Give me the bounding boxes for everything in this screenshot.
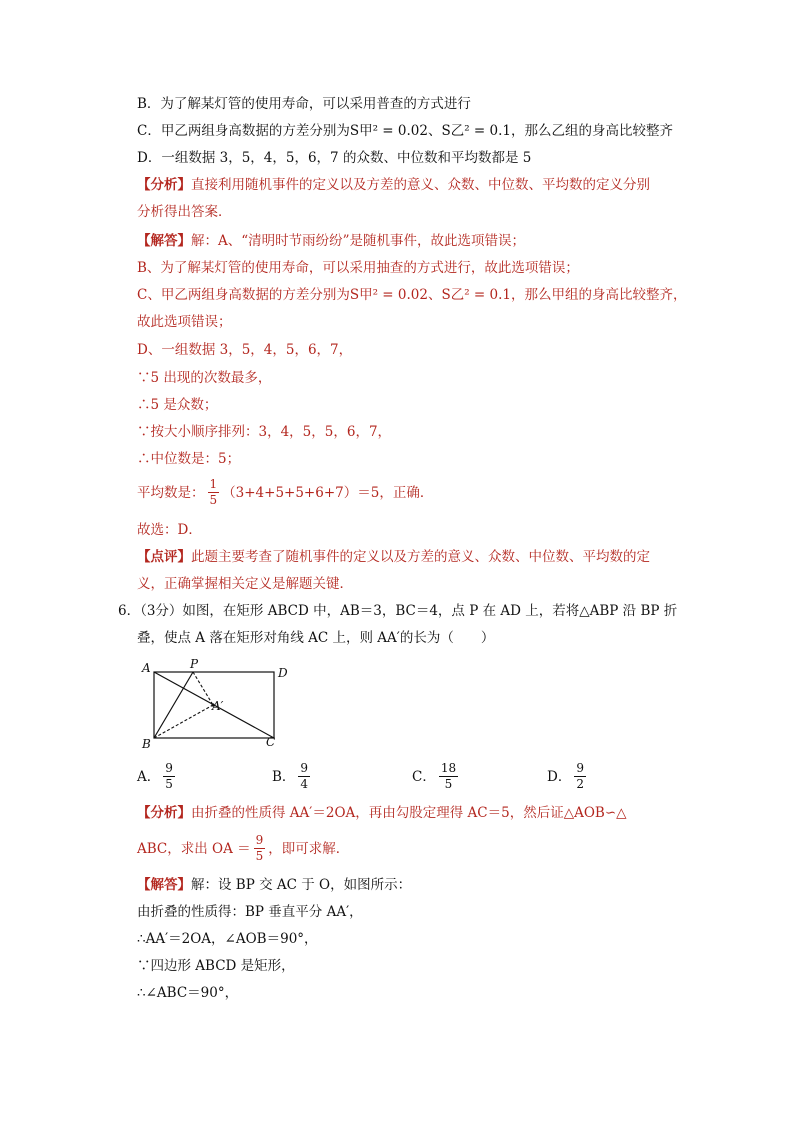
q6-line2: 由折叠的性质得：BP 垂直平分 AA′， — [137, 904, 363, 920]
q6-option-a[interactable] — [137, 762, 178, 791]
label-a-prime: A′ — [212, 699, 224, 713]
option-fraction — [439, 762, 458, 791]
q5-comment-line1 — [137, 547, 650, 567]
fraction-numerator: 9 — [255, 833, 264, 847]
q5-because2: ∵按大小顺序排列：3，4，5，5，6，7， — [137, 424, 392, 440]
analysis-text: 直接利用随机事件的定义以及方差的意义、众数、中位数、平均数的定义分别 — [191, 177, 650, 193]
q6-option-b[interactable] — [272, 762, 313, 791]
option-c-text: C．甲乙两组身高数据的方差分别为S甲² = 0.02、S乙² = 0.1，那么乙组的身高比较整齐 — [137, 123, 673, 139]
comment-tag: 【点评】 — [137, 549, 191, 565]
option-fraction — [163, 762, 175, 791]
fraction-denominator: 5 — [444, 777, 453, 791]
answer-text: 解：设 BP 交 AC 于 O，如图所示： — [191, 877, 412, 893]
option-letter: C． — [412, 768, 436, 785]
fraction-numerator: 1 — [209, 477, 218, 491]
q6-option-c[interactable] — [412, 762, 461, 791]
analysis-tag: 【分析】 — [137, 805, 191, 821]
q6-line3: ∴AA′＝2OA，∠AOB＝90°， — [137, 931, 318, 947]
label-a: A — [142, 661, 151, 675]
label-c: C — [266, 735, 276, 749]
analysis-suffix: ，即可求解． — [268, 840, 350, 857]
mean-fraction — [208, 478, 220, 507]
rectangle-fold-figure — [138, 656, 298, 751]
fraction-numerator: 18 — [440, 761, 457, 775]
q5-analysis-line2: 分析得出答案． — [137, 204, 232, 220]
q6-answer-line1 — [137, 875, 411, 895]
option-d-text: D．一组数据 3，5，4，5，6，7 的众数、中位数和平均数都是 5 — [137, 150, 532, 166]
q5-choice: 故选：D． — [137, 522, 202, 538]
analysis-text: 由折叠的性质得 AA′＝2OA，再由勾股定理得 AC＝5，然后证△AOB∽△ — [191, 805, 627, 821]
q6-line4: ∵四边形 ABCD 是矩形， — [137, 958, 295, 974]
answer-tag: 【解答】 — [137, 877, 191, 893]
analysis-tag: 【分析】 — [137, 177, 191, 193]
segment-bp — [154, 672, 193, 738]
option-letter: B． — [272, 768, 296, 785]
fraction-denominator: 4 — [300, 777, 309, 791]
q5-mean-line — [137, 478, 433, 507]
fraction-denominator: 5 — [209, 493, 218, 507]
q5-therefore1: ∴5 是众数； — [137, 397, 218, 413]
fraction-denominator: 5 — [165, 777, 173, 791]
q6-line5: ∴∠ABC＝90°， — [137, 985, 239, 1001]
segment-ba-prime — [154, 705, 213, 738]
answer-tag: 【解答】 — [137, 233, 191, 249]
fraction-numerator: 9 — [300, 761, 309, 775]
label-b: B — [142, 737, 151, 751]
option-b-text: B．为了解某灯管的使用寿命，可以采用普查的方式进行 — [137, 96, 471, 112]
fraction-denominator: 2 — [576, 777, 584, 791]
oa-fraction — [254, 834, 266, 863]
q5-analysis-line1 — [137, 175, 650, 195]
q5-line-d: D、一组数据 3，5，4，5，6，7， — [137, 342, 353, 358]
analysis-prefix: ABC，求出 OA ＝ — [137, 840, 251, 857]
q6-analysis-line2 — [137, 834, 349, 863]
option-fraction — [574, 762, 586, 791]
segment-pa-prime — [193, 672, 213, 705]
fraction-numerator: 9 — [165, 761, 173, 775]
fraction-denominator: 5 — [255, 849, 264, 863]
q6-stem-line1: 6．（3分）如图，在矩形 ABCD 中，AB＝3，BC＝4，点 P 在 AD 上，若将△ABP 沿 BP 折 — [118, 603, 678, 619]
fraction-numerator: 9 — [576, 761, 584, 775]
q5-answer-line1 — [137, 231, 525, 251]
mean-suffix: （3+4+5+5+6+7）＝5，正确． — [222, 484, 434, 501]
option-letter: D． — [547, 768, 572, 785]
q6-analysis-line1 — [137, 803, 627, 823]
mean-prefix: 平均数是： — [137, 484, 205, 501]
answer-text: 解：A、“清明时节雨纷纷”是随机事件，故此选项错误； — [191, 233, 526, 249]
option-fraction — [298, 762, 310, 791]
q5-line-c2: 故此选项错误； — [137, 314, 232, 330]
label-d: D — [278, 666, 288, 680]
q5-because1: ∵5 出现的次数最多， — [137, 370, 272, 386]
q5-therefore2: ∴中位数是：5； — [137, 451, 241, 467]
q5-comment-line2: 义，正确掌握相关定义是解题关键． — [137, 576, 353, 592]
q6-option-d[interactable] — [547, 762, 589, 791]
comment-text: 此题主要考查了随机事件的定义以及方差的意义、众数、中位数、平均数的定 — [191, 549, 650, 565]
label-p: P — [190, 657, 199, 671]
option-letter: A． — [137, 768, 161, 785]
q5-line-b: B、为了解某灯管的使用寿命，可以采用抽查的方式进行，故此选项错误； — [137, 260, 579, 276]
q5-line-c1: C、甲乙两组身高数据的方差分别为S甲² = 0.02、S乙² = 0.1，那么甲组的身高比较整齐， — [137, 287, 687, 303]
q6-stem-line2: 叠，使点 A 落在矩形对角线 AC 上，则 AA′的长为（ ） — [137, 630, 495, 646]
